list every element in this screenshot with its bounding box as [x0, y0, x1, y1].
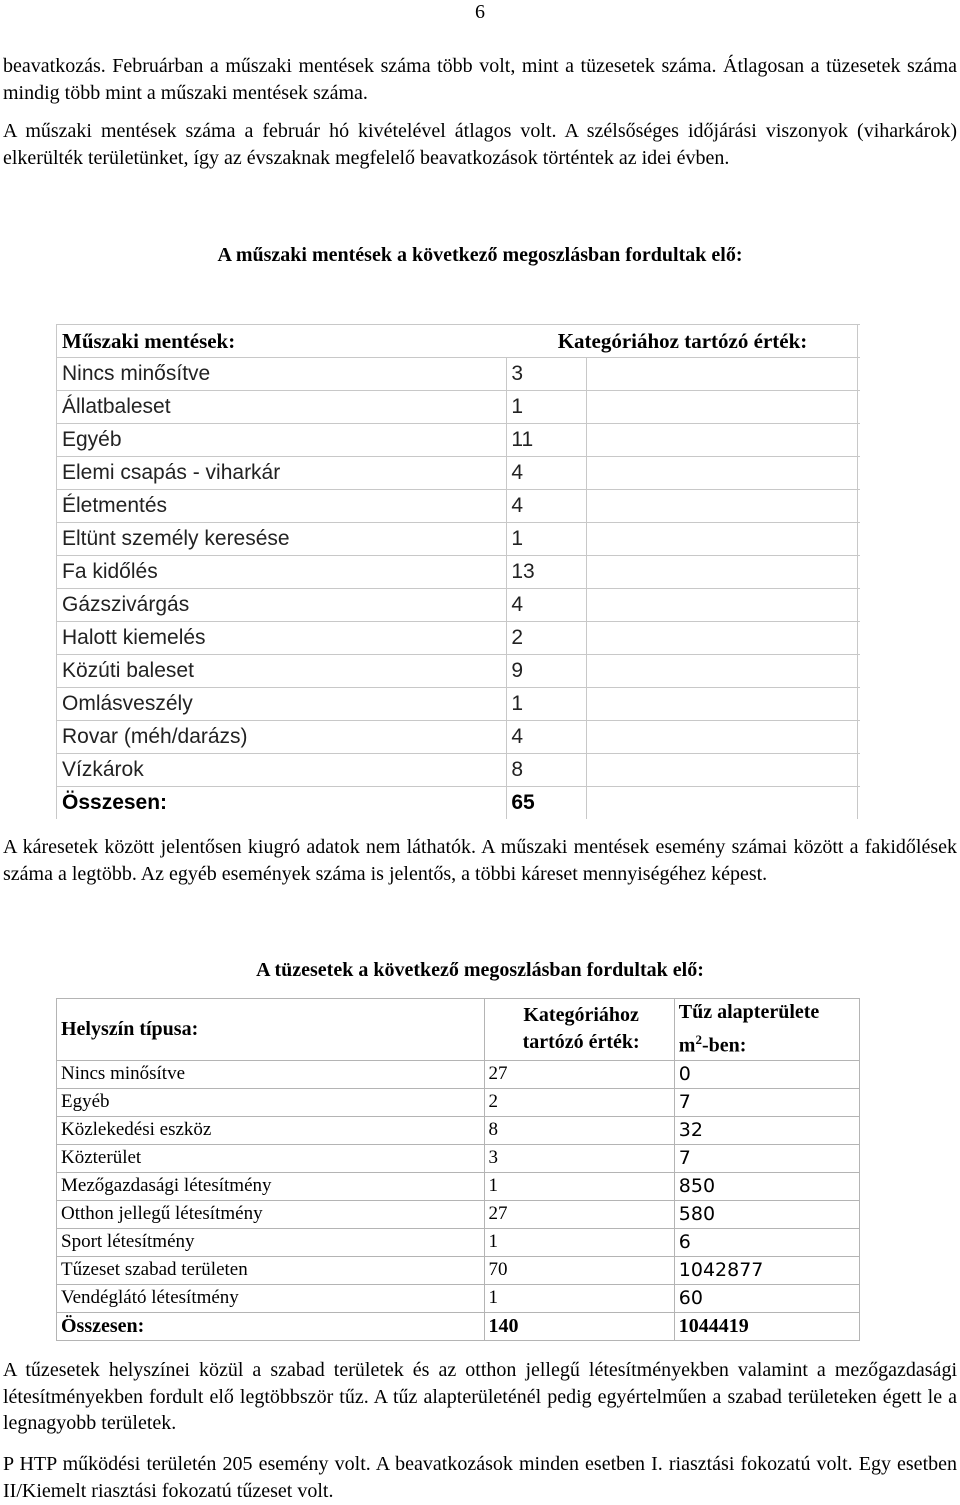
table1-col-header-empty: [505, 325, 551, 358]
row-label: Közúti baleset: [56, 655, 505, 688]
total-value: 65: [505, 787, 551, 820]
table-row: [56, 490, 860, 523]
row-empty-cell: [552, 622, 860, 655]
paragraph-technical-rescues: A műszaki mentések száma a február hó kivételével átlagos volt. A szélsőséges időjárási viszonyok (viharkárok) elkerülték területünket, így az évszaknak megfelelő beavatkozások történtek az idei évben.: [3, 120, 957, 169]
row-label: Rovar (méh/darázs): [56, 721, 505, 754]
table1-total-row: [56, 787, 860, 820]
row-label: Gázszivárgás: [56, 589, 505, 622]
total-area: 1044419: [674, 1312, 859, 1340]
row-empty-cell: [552, 457, 860, 490]
paragraph-table2-analysis: A tűzesetek helyszínei közül a szabad területek és az otthon jellegű létesítményekben valamint a mezőgazdasági létesítményekben fordult elő legtöbbször tűz. A tűz alapterületénél pedig egyértelműen a szabad területeken égett le a legnagyobb területek.: [3, 1359, 957, 1434]
location-type: Közterület: [57, 1144, 485, 1172]
table2-header-row: [57, 999, 860, 1061]
row-value: 1: [505, 523, 551, 556]
table-row: [57, 1284, 860, 1312]
table2-col-header-area: [674, 999, 859, 1061]
table2-col-header-count-line2: tartózó érték:: [522, 1031, 640, 1054]
table1-header-row: [56, 325, 860, 358]
table-row: [56, 424, 860, 457]
fire-incidents-table: [56, 998, 860, 1341]
row-value: 4: [505, 589, 551, 622]
row-value: 3: [505, 358, 551, 391]
table-row: [57, 1060, 860, 1088]
fire-area: 32: [674, 1116, 859, 1144]
row-empty-cell: [552, 655, 860, 688]
table-row: [56, 688, 860, 721]
row-value: 1: [505, 391, 551, 424]
row-value: 13: [505, 556, 551, 589]
page-number: 6: [475, 1, 485, 23]
table-row: [57, 1228, 860, 1256]
table-row: [56, 655, 860, 688]
location-type: Otthon jellegű létesítmény: [57, 1200, 485, 1228]
table2-total-row: [57, 1312, 860, 1340]
row-label: Halott kiemelés: [56, 622, 505, 655]
fire-area: 7: [674, 1088, 859, 1116]
row-label: Eltünt személy keresése: [56, 523, 505, 556]
total-count: 140: [484, 1312, 674, 1340]
incident-count: 1: [484, 1172, 674, 1200]
incident-count: 1: [484, 1228, 674, 1256]
row-label: Vízkárok: [56, 754, 505, 787]
row-label: Életmentés: [56, 490, 505, 523]
incident-count: 8: [484, 1116, 674, 1144]
row-value: 4: [505, 490, 551, 523]
row-empty-cell: [552, 556, 860, 589]
row-empty-cell: [552, 754, 860, 787]
incident-count: 27: [484, 1200, 674, 1228]
location-type: Vendéglátó létesítmény: [57, 1284, 485, 1312]
row-empty-cell: [552, 490, 860, 523]
fire-area: 60: [674, 1284, 859, 1312]
incident-count: 1: [484, 1284, 674, 1312]
row-value: 9: [505, 655, 551, 688]
fire-area: 1042877: [674, 1256, 859, 1284]
row-value: 1: [505, 688, 551, 721]
row-label: Elemi csapás - viharkár: [56, 457, 505, 490]
table-row: [56, 457, 860, 490]
table1-col-header-category: Műszaki mentések:: [56, 325, 505, 358]
row-label: Egyéb: [56, 424, 505, 457]
total-label: Összesen:: [56, 787, 505, 820]
location-type: Mezőgazdasági létesítmény: [57, 1172, 485, 1200]
incident-count: 3: [484, 1144, 674, 1172]
table2-col-header-count: [484, 999, 674, 1061]
table2-col-header-area-sup: 2: [695, 1032, 702, 1047]
table-row: [57, 1144, 860, 1172]
row-empty-cell: [552, 523, 860, 556]
paragraph-table1-analysis: A káresetek között jelentősen kiugró adatok nem láthatók. A műszaki mentések esemény számai között a fakidőlések száma a legtöbb. Az egyéb események száma is jelentős, a többi káreset mennyiségéhez képest.: [3, 836, 957, 885]
location-type: Sport létesítmény: [57, 1228, 485, 1256]
table-row: [56, 754, 860, 787]
table2-col-header-count-line1: Kategóriához: [523, 1004, 639, 1027]
table-row: [57, 1172, 860, 1200]
fire-area: 0: [674, 1060, 859, 1088]
incident-count: 2: [484, 1088, 674, 1116]
table-row: [56, 556, 860, 589]
row-value: 8: [505, 754, 551, 787]
table-row: [57, 1200, 860, 1228]
paragraph-summary: P HTP működési területén 205 esemény volt. A beavatkozások minden esetben I. riasztási fokozatú volt. Egy esetben II/Kiemelt riasztási fokozatú tűzeset volt.: [3, 1453, 957, 1502]
row-value: 2: [505, 622, 551, 655]
row-value: 4: [505, 721, 551, 754]
row-empty-cell: [552, 424, 860, 457]
location-type: Nincs minősítve: [57, 1060, 485, 1088]
row-empty-cell: [552, 688, 860, 721]
fire-area: 850: [674, 1172, 859, 1200]
row-empty-cell: [552, 721, 860, 754]
table-row: [56, 523, 860, 556]
table2-col-header-location: Helyszín típusa:: [57, 999, 485, 1061]
location-type: Egyéb: [57, 1088, 485, 1116]
paragraph-intro: beavatkozás. Februárban a műszaki mentések száma több volt, mint a tüzesetek száma. Átlagosan a tüzesetek száma mindig több mint a műszaki mentések száma.: [3, 55, 957, 104]
table-row: [56, 358, 860, 391]
row-empty-cell: [552, 358, 860, 391]
incident-count: 27: [484, 1060, 674, 1088]
table2-heading: A tüzesetek a következő megoszlásban fordultak elő:: [256, 959, 704, 981]
row-label: Omlásveszély: [56, 688, 505, 721]
row-label: Állatbaleset: [56, 391, 505, 424]
table1-col-header-value: Kategóriához tartózó érték:: [552, 325, 860, 358]
row-value: 11: [505, 424, 551, 457]
total-label: Összesen:: [57, 1312, 485, 1340]
table1-heading: A műszaki mentések a következő megoszlásban fordultak elő:: [217, 244, 743, 266]
table-row: [56, 589, 860, 622]
fire-area: 6: [674, 1228, 859, 1256]
table-row: [57, 1116, 860, 1144]
incident-count: 70: [484, 1256, 674, 1284]
total-empty-cell: [552, 787, 860, 820]
fire-area: 7: [674, 1144, 859, 1172]
row-empty-cell: [552, 589, 860, 622]
table-row: [56, 391, 860, 424]
location-type: Tűzeset szabad területen: [57, 1256, 485, 1284]
row-empty-cell: [552, 391, 860, 424]
table-row: [56, 721, 860, 754]
table-row: [57, 1256, 860, 1284]
row-label: Fa kidőlés: [56, 556, 505, 589]
fire-area: 580: [674, 1200, 859, 1228]
table2-col-header-area-rest: -ben:: [701, 1034, 747, 1057]
row-value: 4: [505, 457, 551, 490]
table2-col-header-area-line1: Tűz alapterülete: [678, 1001, 820, 1023]
table2-col-header-area-m: m: [678, 1034, 696, 1057]
location-type: Közlekedési eszköz: [57, 1116, 485, 1144]
table-row: [56, 622, 860, 655]
technical-rescues-table: [56, 324, 860, 819]
row-label: Nincs minősítve: [56, 358, 505, 391]
table-row: [57, 1088, 860, 1116]
